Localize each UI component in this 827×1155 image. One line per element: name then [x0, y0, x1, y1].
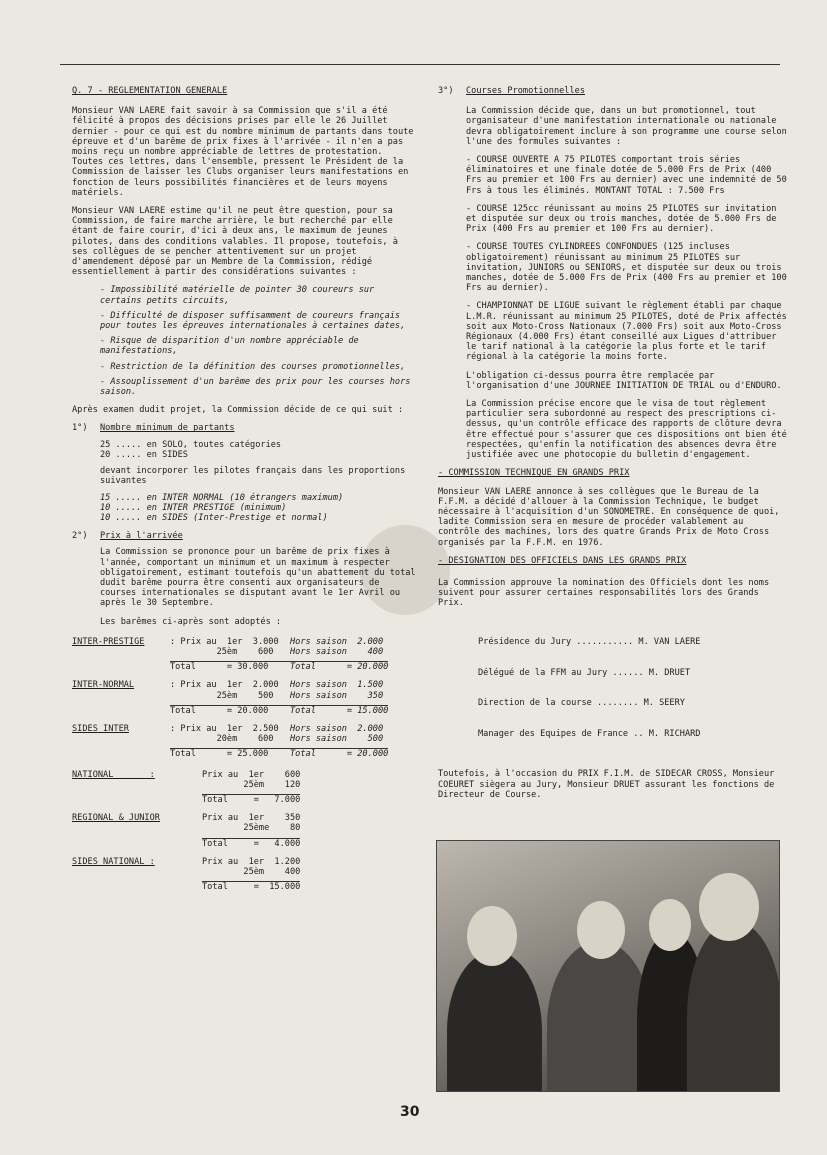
table-cell: Prix au 1er 1.200	[202, 856, 301, 867]
section-title: Nombre minimum de partants	[100, 423, 235, 434]
section-1-header	[72, 423, 417, 433]
table-cell: 25èm 400	[202, 866, 301, 877]
list-item: Direction de la course ........ M. SEERY	[478, 698, 685, 709]
prize-tables-national	[72, 770, 417, 893]
table-cell: : Prix au 1er 2.000	[170, 680, 279, 691]
table-cell: 25èm 500	[170, 690, 274, 701]
table-name: INTER-PRESTIGE	[72, 636, 145, 647]
section-number: 2°)	[72, 531, 88, 542]
table-cell: Hors saison 500	[290, 734, 384, 745]
officials-photo	[436, 840, 780, 1092]
section-number: 3°)	[438, 86, 454, 96]
table-total: Total = 20.000	[290, 662, 389, 673]
prize-table	[72, 637, 417, 673]
list-item: 15 ..... en INTER NORMAL (10 étrangers maximum)	[100, 492, 344, 503]
list-item: - Impossibilité matérielle de pointer 30 coureurs sur certains petits circuits,	[100, 285, 375, 306]
paragraph-2: Monsieur VAN LAERE estime qu'il ne peut être question, pour sa Commission, de faire marche arrière, le but recherché par elle étant de faire courir, d'ici à deux ans, le maximum de jeunes pilotes, dans des conditions valables. Il propose, toutefois, à ses collègues de se pencher attentivement sur un projet d'amendement déposé par un Membre de la Commission, rédigé essentiellement à partir des considérations suivantes :	[72, 206, 398, 278]
q7-heading: Q. 7 - REGLEMENTATION GENERALE	[72, 86, 228, 96]
table-cell: 25èm 120	[202, 779, 301, 790]
table-cell: : Prix au 1er 3.000	[170, 636, 279, 647]
section-text: devant incorporer les pilotes français dans les proportions suivantes	[100, 466, 406, 487]
list-item: 20 ..... en SIDES	[100, 449, 188, 460]
designation-heading: - DESIGNATION DES OFFICIELS DANS LES GRANDS PRIX	[438, 555, 687, 566]
paragraph-3: Après examen dudit projet, la Commission décide de ce qui suit :	[72, 405, 404, 416]
table-cell: 20èm 600	[170, 734, 274, 745]
list-item: Présidence du Jury ........... M. VAN LAERE	[478, 636, 701, 647]
section-text: L'obligation ci-dessus pourra être remplacée par l'organisation d'une JOURNEE INITIATION DE TRIAL ou d'ENDURO.	[466, 370, 782, 391]
section-3-body	[438, 106, 788, 460]
considerations-list	[72, 285, 417, 397]
right-column	[438, 86, 788, 808]
table-total: Total = 20.000	[290, 749, 389, 760]
list-item: - COURSE OUVERTE A 75 PILOTES comportant trois séries éliminatoires et une finale dotée de 5.000 Frs de Prix (400 Frs au premier et 100 Frs au dernier) avec une indemnité de 50 Frs à tous les éliminés. MONTANT TOTAL : 7.500 Frs	[466, 155, 787, 196]
prize-table	[72, 680, 417, 716]
final-text: Toutefois, à l'occasion du PRIX F.I.M. de SIDECAR CROSS, Monsieur COEURET siègera au Jury, Monsieur DRUET assurant les fonctions de Directeur de Course.	[438, 769, 775, 800]
section-2-body	[72, 547, 417, 626]
paragraph-1: Monsieur VAN LAERE fait savoir à sa Commission que s'il a été félicité à propos des décisions prises par elle le 26 Juillet dernier - pour ce qui est du nombre minimum de partants dans toute épreuve et d'un barême de prix fixes à l'arrivée - il n'en a pas moins reçu un nombre appréciable de lettres de protestation. Toutes ces lettres, dans l'ensemble, pressent le Président de la Commission de laisser les Clubs organiser leurs manifestations en fonction de leurs possibilités financières et de leurs moyens matériels.	[72, 106, 414, 198]
designation-text: La Commission approuve la nomination des Officiels dont les noms suivent pour assurer certaines responsabilités lors des Grands Prix.	[438, 577, 770, 609]
table-total: Total = 30.000	[170, 661, 290, 672]
person-silhouette	[687, 921, 780, 1092]
list-item: Délégué de la FFM au Jury ...... M. DRUET	[478, 667, 691, 678]
section-number: 1°)	[72, 423, 88, 434]
list-item: - Risque de disparition d'un nombre appréciable de manifestations,	[100, 336, 359, 357]
table-cell: Hors saison 1.500	[290, 680, 384, 691]
section-3-header	[438, 86, 788, 96]
section-title: Courses Promotionnelles	[466, 86, 585, 96]
list-item: - CHAMPIONNAT DE LIGUE suivant le règlement établi par chaque L.M.R. réunissant au minimum 25 PILOTES, doté de Prix affectés soit aux Moto-Cross Nationaux (7.000 Frs) soit aux Moto-Cross Régionaux (4.000 Frs) étant conseillé aux Ligues d'attribuer le tarif national à la catégorie la plus forte et le tarif régional à la catégorie la moins forte.	[466, 301, 787, 363]
table-name: SIDES INTER	[72, 723, 129, 734]
prize-table	[72, 770, 417, 806]
table-cell: Hors saison 400	[290, 646, 384, 657]
person-face	[467, 906, 517, 966]
table-total: Total = 15.000	[290, 705, 389, 716]
prize-table	[72, 724, 417, 760]
table-cell: Prix au 1er 350	[202, 813, 301, 824]
list-item: - Assouplissement d'un barême des prix pour les courses hors saison.	[100, 376, 411, 398]
list-item: - Difficulté de disposer suffisamment de coureurs français pour toutes les épreuves internationales à certaines dates,	[100, 310, 406, 332]
prize-table	[72, 813, 417, 849]
table-name: INTER-NORMAL	[72, 680, 135, 691]
list-item: Manager des Equipes de France .. M. RICHARD	[478, 728, 701, 739]
table-cell: Prix au 1er 600	[202, 769, 301, 780]
page-number: 30	[400, 1104, 420, 1120]
person-silhouette	[447, 951, 542, 1092]
section-text: Les barêmes ci-après sont adoptés :	[100, 616, 282, 627]
prize-tables-international	[72, 637, 417, 760]
prize-table	[72, 857, 417, 893]
table-total: Total = 4.000	[202, 838, 301, 849]
section-1-body	[72, 440, 417, 523]
table-total: Total = 15.000	[202, 882, 301, 893]
table-name: SIDES NATIONAL :	[72, 856, 155, 867]
table-cell: Hors saison 2.000	[290, 723, 384, 734]
section-text: La Commission se prononce pour un barême de prix fixes à l'année, comportant un minimum et un maximum à respecter obligatoirement, estimant toutefois qu'un abattement du total dudit barême pourra être consenti aux organisateurs de courses internationales se disputant avant le 1er Avril ou après le 30 Septembre.	[100, 547, 416, 609]
left-column	[72, 86, 417, 892]
table-cell: Hors saison 2.000	[290, 636, 384, 647]
table-cell: Hors saison 350	[290, 690, 384, 701]
person-face	[577, 901, 625, 959]
table-name: REGIONAL & JUNIOR	[72, 813, 160, 824]
person-face	[699, 873, 759, 941]
section-text: La Commission précise encore que le visa de tout règlement particulier sera subordonné au respect des prescriptions ci-dessus, qu'un contrôle efficace des rapports de clôture devra être effectué pour s'assurer que ces dispositions ont bien été respectées, qu'enfin la notification des absences devra être justifiée avec une photocopie du bulletin d'engagement.	[466, 399, 787, 461]
table-total: Total = 20.000	[170, 705, 290, 716]
tech-heading: - COMMISSION TECHNIQUE EN GRANDS PRIX	[438, 468, 630, 479]
list-item: 10 ..... en INTER PRESTIGE (minimum)	[100, 502, 287, 513]
top-rule	[60, 64, 780, 65]
person-face	[649, 899, 691, 951]
list-item: - Restriction de la définition des courses promotionnelles,	[100, 361, 406, 372]
section-text: La Commission décide que, dans un but promotionnel, tout organisateur d'une manifestation internationale ou nationale devra obligatoirement inclure à son programme une course selon l'une des formules suivantes :	[466, 106, 787, 147]
list-item: - COURSE 125cc réunissant au moins 25 PILOTES sur invitation et disputée sur deux ou trois manches, dotée de 5.000 Frs de Prix (400 Frs au premier et 100 Frs au dernier).	[466, 203, 777, 235]
list-item: 25 ..... en SOLO, toutes catégories	[100, 439, 282, 450]
list-item: - COURSE TOUTES CYLINDREES CONFONDUES (125 incluses obligatoirement) réunissant au minimum 25 PILOTES sur invitation, JUNIORS ou SENIORS, et disputée sur deux ou trois manches, dotée de 5.000 Frs de Prix (400 Frs au premier et 100 Frs au dernier).	[466, 242, 787, 294]
tech-text: Monsieur VAN LAERE annonce à ses collègues que le Bureau de la F.F.M. a décidé d'allouer à la Commission Technique, le budget nécessaire à l'acquisition d'un SONOMETRE. En conséquence de quoi, ladite Commission sera en mesure de procéder valablement au contrôle des machines, lors des quatre Grands Prix de Moto Cross organisés par la F.F.M. en 1976.	[438, 486, 780, 548]
table-cell: : Prix au 1er 2.500	[170, 723, 279, 734]
table-cell: 25ème 80	[202, 823, 301, 834]
officials-list	[438, 617, 788, 760]
section-2-header	[72, 531, 417, 541]
table-cell: 25èm 600	[170, 646, 274, 657]
section-title: Prix à l'arrivée	[100, 531, 183, 542]
list-item: 10 ..... en SIDES (Inter-Prestige et normal)	[100, 512, 328, 523]
table-total: Total = 25.000	[170, 748, 290, 759]
table-total: Total = 7.000	[202, 794, 301, 805]
table-name: NATIONAL :	[72, 769, 155, 780]
